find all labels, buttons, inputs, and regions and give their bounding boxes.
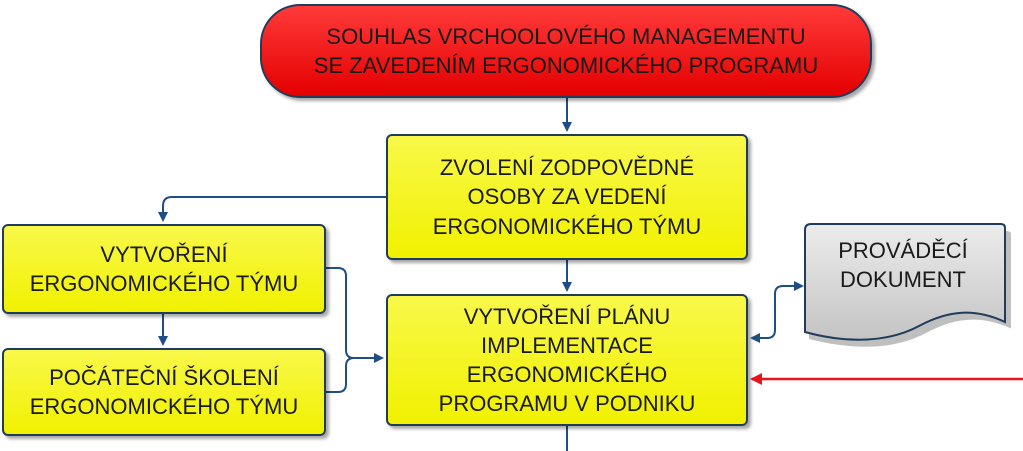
node-create-team-text: VYTVOŘENÍ ERGONOMICKÉHO TÝMU	[29, 241, 299, 296]
node-team-training	[2, 348, 326, 436]
node-responsible-person-text: ZVOLENÍ ZODPOVĚDNÉ OSOBY ZA VEDENÍ ERGONOMICKÉHO TÝMU	[432, 155, 702, 239]
connector-vytvoreni-to-plan	[326, 268, 382, 358]
node-implementation-plan-text: VYTVOŘENÍ PLÁNU IMPLEMENTACE ERGONOMICKÉHO PROGRAMU V PODNIKU	[438, 303, 696, 417]
connector-zvoleni-to-vytvoreni	[163, 197, 386, 220]
node-implementation-document-text: PROVÁDĚCÍ DOKUMENT	[838, 238, 968, 293]
node-implementation-document	[803, 222, 1011, 356]
node-responsible-person	[386, 134, 748, 260]
node-management-approval-text: SOUHLAS VRCHOOLOVÉHO MANAGEMENTU SE ZAVEDENÍM ERGONOMICKÉHO PROGRAMU	[313, 23, 819, 78]
node-create-team	[2, 224, 326, 314]
node-implementation-plan	[386, 294, 748, 426]
connector-plan-dokument-bidirectional	[752, 286, 802, 338]
node-team-training-text: POČÁTEČNÍ ŠKOLENÍ ERGONOMICKÉHO TÝMU	[29, 364, 299, 419]
node-management-approval	[260, 4, 872, 98]
connector-skoleni-to-plan	[326, 358, 354, 392]
